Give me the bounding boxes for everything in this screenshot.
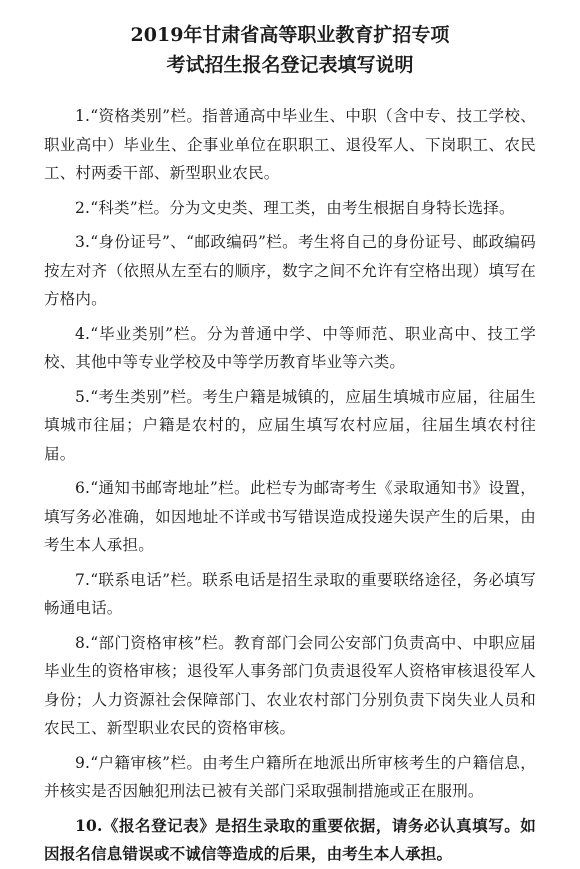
instruction-item-1: 1.“资格类别”栏。指普通高中毕业生、中职（含中专、技工学校、职业高中）毕业生、企事业单位在职职工、退役军人、下岗职工、农民工、村两委干部、新型职业农民。 — [44, 107, 536, 182]
instruction-item-4: 4.“毕业类别”栏。分为普通中学、中等师范、职业高中、技工学校、其他中等专业学校及中等学历教育毕业等六类。 — [44, 324, 536, 371]
instruction-item-8: 8.“部门资格审核”栏。教育部门会同公安部门负责高中、中职应届毕业生的资格审核；退役军人事务部门负责退役军人资格审核退役军人身份；人力资源社会保障部门、农业农村部门分别负责下岗失业人员和农民工、新型职业农民的资格审核。 — [44, 633, 536, 737]
document-title-line-2: 考试招生报名登记表填写说明 — [166, 54, 414, 76]
instruction-list — [44, 102, 536, 869]
instruction-item-5: 5.“考生类别”栏。考生户籍是城镇的，应届生填城市应届，往届生填城市往届；户籍是农村的，应届生填写农村应届，往届生填农村往届。 — [44, 387, 536, 463]
instruction-item-7: 7.“联系电话”栏。联系电话是招生录取的重要联络途径，务必填写畅通电话。 — [44, 570, 536, 617]
instruction-item-9: 9.“户籍审核”栏。由考生户籍所在地派出所审核考生的户籍信息，并核实是否因触犯刑法已被有关部门采取强制措施或正在服刑。 — [44, 753, 536, 800]
instruction-item-6: 6.“通知书邮寄地址”栏。此栏专为邮寄考生《录取通知书》设置，填写务必准确，如因地址不详或书写错误造成投递失误产生的后果，由考生本人承担。 — [44, 479, 536, 554]
instruction-item-2: 2.“科类”栏。分为文史类、理工类，由考生根据自身特长选择。 — [75, 198, 515, 217]
document-title-line-1: 2019年甘肃省高等职业教育扩招专项 — [130, 24, 450, 46]
instruction-item-3: 3.“身份证号”、“邮政编码”栏。考生将自己的身份证号、邮政编码按左对齐（依照从左至右的顺序，数字之间不允许有空格出现）填写在方格内。 — [44, 233, 536, 308]
instruction-item-10: 10.《报名登记表》是招生录取的重要依据，请务必认真填写。如因报名信息错误或不诚信等造成的后果，由考生本人承担。 — [44, 815, 536, 863]
